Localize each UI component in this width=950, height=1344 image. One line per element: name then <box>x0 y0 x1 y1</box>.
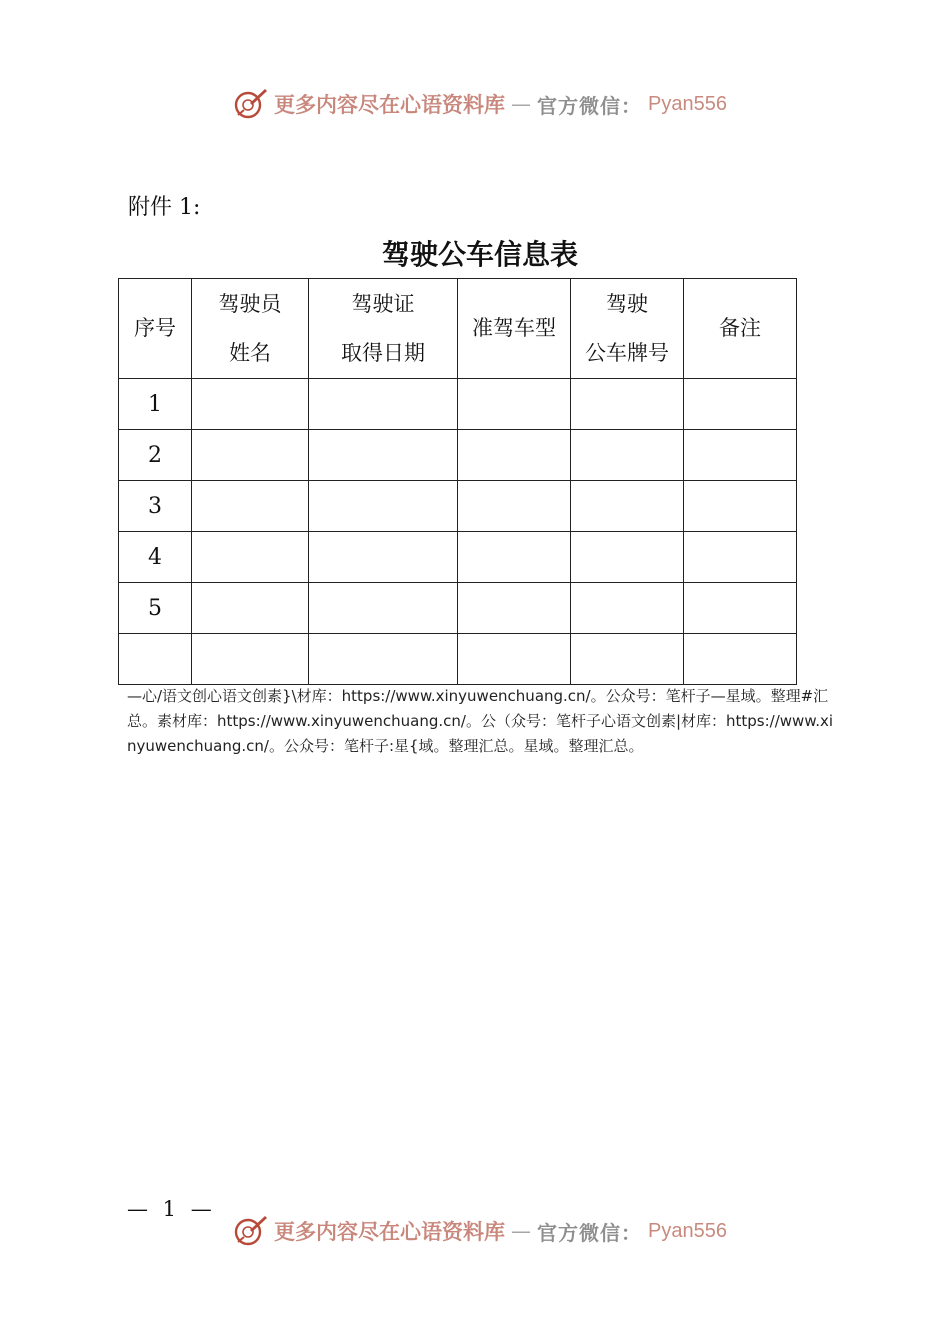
banner-dash: — <box>511 1219 531 1243</box>
table-cell <box>571 481 684 532</box>
table-cell <box>571 583 684 634</box>
banner-dash: — <box>511 92 531 116</box>
header-index: 序号 <box>119 279 192 379</box>
table-cell <box>309 583 458 634</box>
info-table <box>118 278 797 685</box>
table-cell <box>684 481 797 532</box>
banner-wechat-label: 官方微信： <box>537 93 642 118</box>
table-cell <box>571 379 684 430</box>
banner-main-text: 更多内容尽在心语资料库 <box>274 92 505 117</box>
table-cell <box>458 583 571 634</box>
banner-wechat-label: 官方微信： <box>537 1220 642 1245</box>
table-row <box>119 583 797 634</box>
table-cell <box>309 532 458 583</box>
table-cell-index: 1 <box>119 379 192 430</box>
header-driver-name: 驾驶员 姓名 <box>192 279 309 379</box>
header-license-date: 驾驶证 取得日期 <box>309 279 458 379</box>
table-cell <box>571 532 684 583</box>
table-row <box>119 634 797 685</box>
table-cell-index: 2 <box>119 430 192 481</box>
table-cell <box>309 379 458 430</box>
page-number: — 1 — <box>127 1197 216 1221</box>
table-cell-index: 5 <box>119 583 192 634</box>
banner-account: Pyan556 <box>648 92 727 115</box>
table-cell <box>192 532 309 583</box>
table-cell-index: 4 <box>119 532 192 583</box>
table-cell <box>192 634 309 685</box>
table-cell <box>309 481 458 532</box>
table-cell <box>192 379 309 430</box>
header-banner <box>232 84 727 124</box>
table-cell <box>458 379 571 430</box>
pen-circle-logo-icon <box>232 1213 268 1249</box>
table-cell <box>684 583 797 634</box>
table-cell <box>192 430 309 481</box>
table-cell <box>192 583 309 634</box>
table-cell <box>571 634 684 685</box>
table-cell <box>458 634 571 685</box>
table-cell <box>684 379 797 430</box>
attachment-label: 附件 1: <box>128 195 201 220</box>
table-cell <box>192 481 309 532</box>
header-vehicle-class: 准驾车型 <box>458 279 571 379</box>
header-plate-number: 驾驶 公车牌号 <box>571 279 684 379</box>
pen-circle-logo-icon <box>232 86 268 122</box>
table-cell <box>458 481 571 532</box>
header-remarks: 备注 <box>684 279 797 379</box>
table-row <box>119 532 797 583</box>
table-cell-index <box>119 634 192 685</box>
footnote-text: —心/语文创心语文创素}\材库：https://www.xinyuwenchuang.cn/。公众号：笔杆子—星域。整理#汇总。素材库：https://www.xinyuwenchuang.cn/。公（众号：笔杆子心语文创素|材库：https://www.xinyuwenchuang.cn/。公众号：笔杆子:星{域。整理汇总。星域。整理汇总。 <box>127 687 834 755</box>
table-row <box>119 430 797 481</box>
banner-account: Pyan556 <box>648 1219 727 1242</box>
table-cell <box>458 532 571 583</box>
banner-main-text: 更多内容尽在心语资料库 <box>274 1219 505 1244</box>
table-cell <box>458 430 571 481</box>
footer-banner <box>232 1211 727 1251</box>
table-cell <box>309 430 458 481</box>
table-header-row <box>119 279 797 379</box>
table-cell <box>309 634 458 685</box>
table-row <box>119 379 797 430</box>
table-cell <box>684 430 797 481</box>
table-cell-index: 3 <box>119 481 192 532</box>
document-title: 驾驶公车信息表 <box>381 238 578 271</box>
table-row <box>119 481 797 532</box>
table-cell <box>684 634 797 685</box>
table-cell <box>571 430 684 481</box>
table-cell <box>684 532 797 583</box>
